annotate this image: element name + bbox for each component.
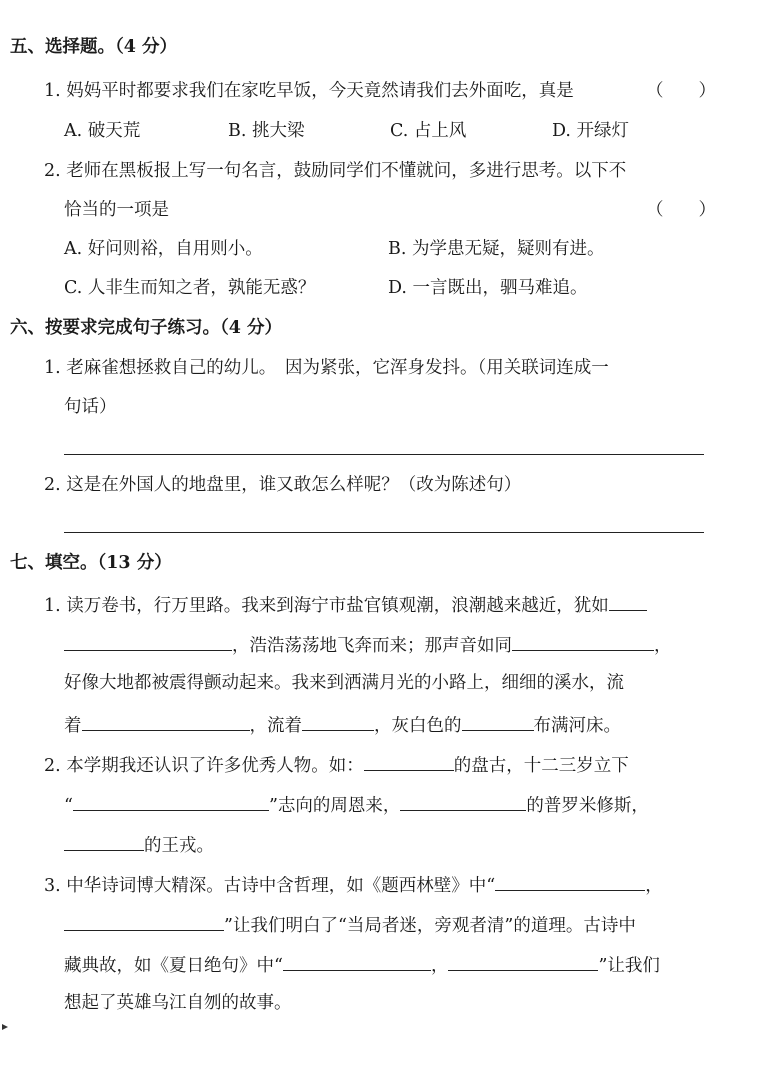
question-7-2-text-b: 的盘古，十二三岁立下	[453, 756, 629, 776]
answer-paren-5-1[interactable]: （ ）	[646, 81, 716, 101]
blank-7-1-2[interactable]	[512, 632, 654, 651]
option-5-2-c[interactable]: C. 人非生而知之者，孰能无惑？	[64, 278, 316, 298]
blank-7-2-1[interactable]	[364, 752, 454, 771]
question-6-1-line2: 句话）	[64, 397, 117, 417]
question-7-3-text-d: 藏典故，如《夏日绝句》中“	[64, 956, 283, 976]
question-6-1-line1: 1. 老麻雀想拯救自己的幼儿。 因为紧张，它浑身发抖。（用关联词连成一	[44, 358, 609, 378]
question-7-2-line2	[64, 792, 649, 817]
question-5-2-line1: 2. 老师在黑板报上写一句名言，鼓励同学们不懂就问，多进行思考。以下不	[44, 161, 627, 181]
section-5-title: 五、选择题。（4 分）	[10, 37, 178, 57]
option-5-1-c[interactable]: C. 占上风	[390, 121, 467, 141]
question-7-3-line4: 想起了英雄乌江自刎的故事。	[64, 993, 292, 1013]
blank-7-3-2[interactable]	[64, 912, 224, 931]
blank-7-1-1a[interactable]	[609, 592, 647, 611]
question-7-2-text-c: “	[64, 796, 73, 816]
question-7-1-text-e: 着	[64, 716, 82, 736]
section-7-title: 七、填空。（13 分）	[10, 553, 172, 573]
blank-7-2-2[interactable]	[73, 792, 269, 811]
question-7-1-line3: 好像大地都被震得颤动起来。我来到洒满月光的小路上，细细的溪水，流	[64, 673, 624, 693]
question-7-3-line3	[64, 952, 660, 977]
answer-line-6-2[interactable]	[64, 532, 704, 533]
question-5-2-line2: 恰当的一项是	[64, 200, 169, 220]
question-7-2-text-e: 的普罗米修斯，	[526, 796, 649, 816]
question-7-1-text-f: ，流着	[249, 716, 302, 736]
option-5-2-b[interactable]: B. 为学患无疑，疑则有进。	[388, 239, 605, 259]
question-7-1-text-a: 1. 读万卷书，行万里路。我来到海宁市盐官镇观潮，浪潮越来越近，犹如	[44, 596, 609, 616]
question-7-1-line2	[64, 632, 672, 657]
question-7-1-text-b: ，浩浩荡荡地飞奔而来；那声音如同	[232, 636, 512, 656]
option-5-1-a[interactable]: A. 破天荒	[64, 121, 141, 141]
question-7-3-text-f: ”让我们	[598, 956, 660, 976]
question-7-3-text-a: 3. 中华诗词博大精深。古诗中含哲理，如《题西林壁》中“	[44, 876, 496, 896]
question-7-1-text-c: ，	[654, 636, 672, 656]
option-5-1-d[interactable]: D. 开绿灯	[552, 121, 630, 141]
answer-line-6-1[interactable]	[64, 454, 704, 455]
option-5-2-d[interactable]: D. 一言既出，驷马难追。	[388, 278, 588, 298]
blank-7-1-3[interactable]	[82, 712, 250, 731]
question-7-3-text-e: ，	[430, 956, 449, 976]
question-7-3-line2	[64, 912, 636, 937]
question-7-2-text-a: 2. 本学期我还认识了许多优秀人物。如：	[44, 756, 364, 776]
question-7-2-line3	[64, 832, 214, 857]
question-7-2-text-d: ”志向的周恩来，	[268, 796, 401, 816]
question-7-2-text-f: 的王戎。	[144, 836, 214, 856]
question-7-1-text-h: 布满河床。	[533, 716, 621, 736]
blank-7-3-3[interactable]	[283, 952, 431, 971]
section-6-title: 六、按要求完成句子练习。（4 分）	[10, 318, 283, 338]
question-7-2-line1	[44, 752, 629, 777]
blank-7-1-5[interactable]	[462, 712, 534, 731]
blank-7-3-4[interactable]	[448, 952, 598, 971]
option-5-1-b[interactable]: B. 挑大梁	[228, 121, 305, 141]
blank-7-2-3[interactable]	[400, 792, 526, 811]
answer-paren-5-2[interactable]: （ ）	[646, 200, 716, 220]
blank-7-2-4[interactable]	[64, 832, 144, 851]
question-5-1-text: 1. 妈妈平时都要求我们在家吃早饭，今天竟然请我们去外面吃，真是	[44, 81, 574, 101]
question-7-1-line4	[64, 712, 621, 737]
corner-mark-icon	[2, 1024, 8, 1030]
question-7-3-text-b: ，	[645, 876, 663, 896]
blank-7-3-1[interactable]	[495, 872, 645, 891]
option-5-2-a[interactable]: A. 好问则裕，自用则小。	[64, 239, 263, 259]
question-7-1-line1	[44, 592, 647, 617]
question-6-2-line1: 2. 这是在外国人的地盘里，谁又敢怎么样呢？（改为陈述句）	[44, 475, 522, 495]
question-7-3-text-c: ”让我们明白了“当局者迷，旁观者清”的道理。古诗中	[224, 916, 636, 936]
question-7-1-text-g: ，灰白色的	[374, 716, 462, 736]
blank-7-1-1b[interactable]	[64, 632, 232, 651]
blank-7-1-4[interactable]	[302, 712, 374, 731]
question-7-3-line1	[44, 872, 663, 897]
